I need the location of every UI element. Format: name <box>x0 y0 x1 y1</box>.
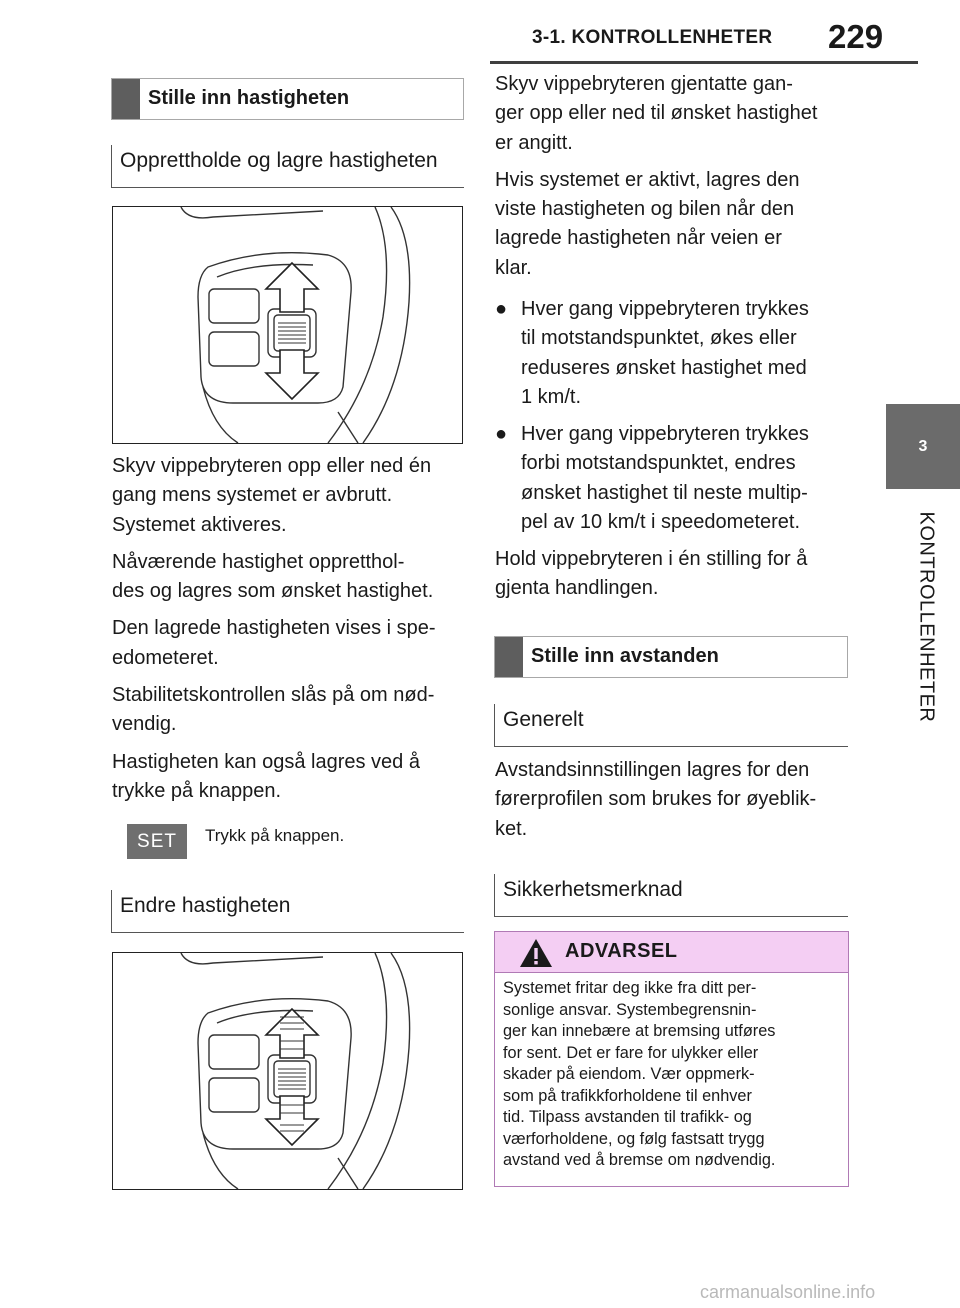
text-line: reduseres ønsket hastighet med <box>521 356 807 379</box>
chapter-side-label: KONTROLLENHETER <box>915 511 938 723</box>
text-line: ønsket hastighet til neste multip- <box>521 481 808 504</box>
text-line: Stabilitetskontrollen slås på om nød- <box>112 684 435 707</box>
chapter-tab: 3 <box>886 404 960 489</box>
bullet-dot-icon: ● <box>495 298 508 320</box>
section-header-distance <box>494 636 848 678</box>
text-line: ger opp eller ned til ønsket hastighet <box>495 102 818 125</box>
text-line: trykke på knappen. <box>112 779 281 802</box>
warning-header <box>495 932 848 973</box>
text-line: Hver gang vippebryteren trykkes <box>521 298 809 320</box>
bullet-item-1 <box>495 295 871 412</box>
steering-wheel-controls-illustration <box>113 207 462 443</box>
text-line: værforholdene, og følg fastsatt trygg <box>503 1129 765 1148</box>
text-line: klar. <box>495 256 532 279</box>
text-line: Avstandsinnstillingen lagres for den <box>495 759 810 781</box>
text-line: for sent. Det er fare for ulykker eller <box>503 1043 759 1062</box>
text-line: des og lagres som ønsket hastighet. <box>112 580 434 603</box>
section-header-speed <box>111 78 464 120</box>
subheading-change-speed <box>111 890 464 933</box>
text-line: Hver gang vippebryteren trykkes <box>521 423 809 445</box>
subheading-text: Generelt <box>503 708 584 731</box>
warning-triangle-icon <box>519 938 553 968</box>
steering-switch-figure-1 <box>112 206 463 444</box>
text-line: ket. <box>495 817 528 840</box>
text-line: vendig. <box>112 713 177 736</box>
text-line: Systemet aktiveres. <box>112 513 287 536</box>
text-line: lagrede hastigheten når veien er <box>495 227 782 250</box>
paragraph-hold-switch <box>495 545 865 604</box>
paragraph-maintain-speed <box>112 452 472 806</box>
text-line: Nåværende hastighet oppretthol- <box>112 550 405 573</box>
section-title: Stille inn avstanden <box>531 645 719 667</box>
text-line: Skyv vippebryteren opp eller ned én <box>112 455 432 477</box>
subheading-general <box>494 704 848 747</box>
text-line: gjenta handlingen. <box>495 577 659 600</box>
warning-title: ADVARSEL <box>565 940 678 962</box>
section-header-bar <box>495 637 523 677</box>
header-rule <box>490 61 918 64</box>
text-line: er angitt. <box>495 131 573 154</box>
chapter-header: 3-1. KONTROLLENHETER <box>532 27 773 48</box>
text-line: førerprofilen som brukes for øyeblik- <box>495 788 817 811</box>
subheading-safety-note <box>494 874 848 917</box>
set-button-icon: SET <box>127 824 187 859</box>
text-line: som på trafikkforholdene til enhver <box>503 1086 752 1105</box>
bullet-dot-icon: ● <box>495 423 508 445</box>
watermark: carmanualsonline.info <box>700 1282 876 1302</box>
text-line: tid. Tilpass avstanden til trafikk- og <box>503 1108 752 1126</box>
steering-switch-figure-2 <box>112 952 463 1190</box>
text-line: Hastigheten kan også lagres ved å <box>112 750 420 773</box>
subheading-maintain <box>111 145 464 188</box>
text-line: viste hastigheten og bilen når den <box>495 198 795 221</box>
text-line: sonlige ansvar. Systembegrensnin- <box>503 1000 757 1019</box>
warning-text <box>503 978 843 1172</box>
text-line: skader på eiendom. Vær oppmerk- <box>503 1065 755 1083</box>
text-line: avstand ved å bremse om nødvendig. <box>503 1151 776 1169</box>
text-line: forbi motstandspunktet, endres <box>521 452 796 475</box>
text-line: edometeret. <box>112 646 219 669</box>
warning-box <box>494 931 849 1187</box>
text-line: Skyv vippebryteren gjentatte gan- <box>495 73 793 95</box>
paragraph-distance-saved <box>495 756 865 844</box>
text-line: Hvis systemet er aktivt, lagres den <box>495 168 800 191</box>
text-line: 1 km/t. <box>521 385 582 408</box>
text-line: pel av 10 km/t i speedometeret. <box>521 510 801 533</box>
page-number: 229 <box>828 18 884 55</box>
subheading-text: Endre hastigheten <box>120 894 291 917</box>
text-line: Systemet fritar deg ikke fra ditt per- <box>503 979 757 997</box>
subheading-text: Opprettholde og lagre hastigheten <box>120 149 438 172</box>
text-line: gang mens systemet er avbrutt. <box>112 484 393 507</box>
set-button-description: Trykk på knappen. <box>205 826 345 845</box>
steering-wheel-controls-illustration <box>113 953 462 1189</box>
section-header-bar <box>112 79 140 119</box>
bullet-item-2 <box>495 420 871 537</box>
subheading-text: Sikkerhetsmerknad <box>503 878 683 901</box>
paragraph-repeat-press <box>495 70 865 283</box>
text-line: Den lagrede hastigheten vises i spe- <box>112 617 436 640</box>
text-line: ger kan innebære at bremsing utføres <box>503 1022 776 1040</box>
text-line: Hold vippebryteren i én stilling for å <box>495 548 808 570</box>
text-line: til motstandspunktet, økes eller <box>521 327 797 350</box>
section-title: Stille inn hastigheten <box>148 87 350 109</box>
